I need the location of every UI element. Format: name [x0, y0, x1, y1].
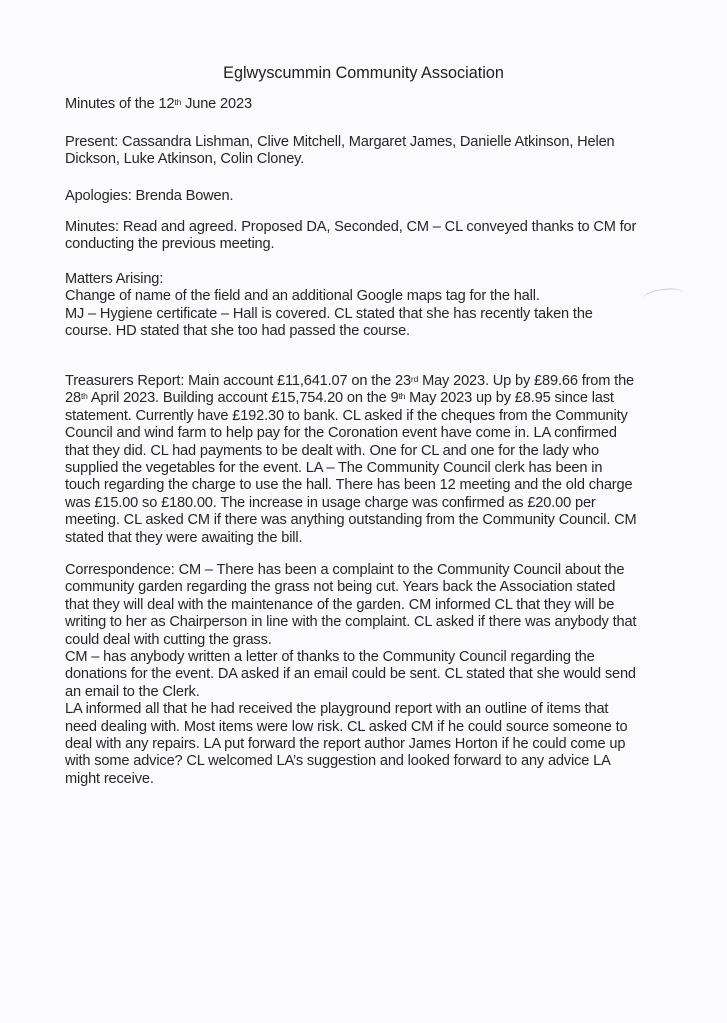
matters-arising-heading: Matters Arising:	[65, 271, 164, 287]
minutes-date-prefix: Minutes of the 12	[65, 96, 175, 112]
treasurers-line	[65, 390, 675, 407]
correspondence-line: community garden regarding the grass not being cut. Years back the Association stated	[65, 579, 616, 596]
apologies-section	[65, 188, 675, 205]
correspondence-line: deal with any repairs. LA put forward the report author James Horton if he could come up	[65, 736, 626, 753]
correspondence-line: with some advice? CL welcomed LA’s suggestion and looked forward to any advice LA	[65, 753, 611, 770]
minutes-date	[65, 96, 675, 113]
minutes-line: Minutes: Read and agreed. Proposed DA, Seconded, CM – CL conveyed thanks to CM for	[65, 219, 637, 235]
minutes-section	[65, 219, 675, 254]
present-line: Dickson, Luke Atkinson, Colin Cloney.	[65, 151, 305, 168]
treasurers-line: statement. Currently have £192.30 to bank. CL asked if the cheques from the Community	[65, 407, 628, 424]
minutes-line: conducting the previous meeting.	[65, 236, 275, 253]
matters-arising-line: course. HD stated that she too had passed the course.	[65, 323, 410, 340]
correspondence-line: an email to the Clerk.	[65, 683, 200, 700]
sup: th	[398, 391, 406, 402]
text: April 2023. Building account £15,754.20 on the 9	[87, 390, 399, 407]
correspondence-line: might receive.	[65, 770, 154, 787]
minutes-date-sup: th	[174, 97, 182, 107]
correspondence-line: could deal with cutting the grass.	[65, 631, 272, 648]
treasurers-line: that they did. CL had payments to be dealt with. One for CL and one for the lady who	[65, 442, 599, 459]
treasurers-line: Council and wind farm to help pay for the Coronation event have come in. LA confirmed	[65, 425, 617, 442]
present-section	[65, 134, 675, 169]
matters-arising-line: Change of name of the field and an additional Google maps tag for the hall.	[65, 288, 540, 305]
treasurers-line: touch regarding the charge to use the hall. There has been 12 meeting and the old charge	[65, 477, 633, 494]
text: May 2023 up by £8.95 since last	[405, 390, 614, 407]
correspondence-line: donations for the event. DA asked if an email could be sent. CL stated that she would send	[65, 666, 636, 683]
minutes-date-suffix: June 2023	[181, 96, 252, 112]
correspondence-line: Correspondence: CM – There has been a complaint to the Community Council about the	[65, 562, 625, 578]
matters-arising-section	[65, 271, 675, 341]
text: May 2023. Up by £89.66 from the	[418, 373, 635, 389]
sup: th	[80, 391, 88, 402]
treasurers-line: meeting. CL asked CM if there was anything outstanding from the Community Council. CM	[65, 512, 637, 529]
matters-arising-line: MJ – Hygiene certificate – Hall is covered. CL stated that she has recently taken the	[65, 305, 593, 322]
document-title: Eglwyscummin Community Association	[223, 64, 504, 82]
correspondence-line: CM – has anybody written a letter of thanks to the Community Council regarding the	[65, 649, 595, 666]
correspondence-section	[65, 562, 675, 788]
apologies-line: Apologies: Brenda Bowen.	[65, 188, 234, 204]
present-line: Present: Cassandra Lishman, Clive Mitchell, Margaret James, Danielle Atkinson, Helen	[65, 134, 615, 150]
treasurers-line: stated that they were awaiting the bill.	[65, 529, 303, 546]
correspondence-line: need dealing with. Most items were low risk. CL asked CM if he could source someone to	[65, 718, 628, 735]
sup: rd	[410, 374, 419, 384]
treasurers-report-section	[65, 373, 675, 547]
text: 28	[65, 390, 81, 407]
text: Treasurers Report: Main account £11,641.07 on the 23	[65, 373, 411, 389]
treasurers-line: supplied the vegetables for the event. LA – The Community Council clerk has been in	[65, 460, 603, 477]
treasurers-line	[65, 373, 675, 390]
correspondence-line: that they will deal with the maintenance of the garden. CM informed CL that they will be	[65, 596, 615, 613]
correspondence-line: LA informed all that he had received the playground report with an outline of items that	[65, 701, 609, 718]
correspondence-line: writing to her as Chairperson in line with the complaint. CL asked if there was anybody that	[65, 614, 637, 631]
treasurers-line: was £15.00 so £180.00. The increase in usage charge was confirmed as £20.00 per	[65, 494, 596, 511]
